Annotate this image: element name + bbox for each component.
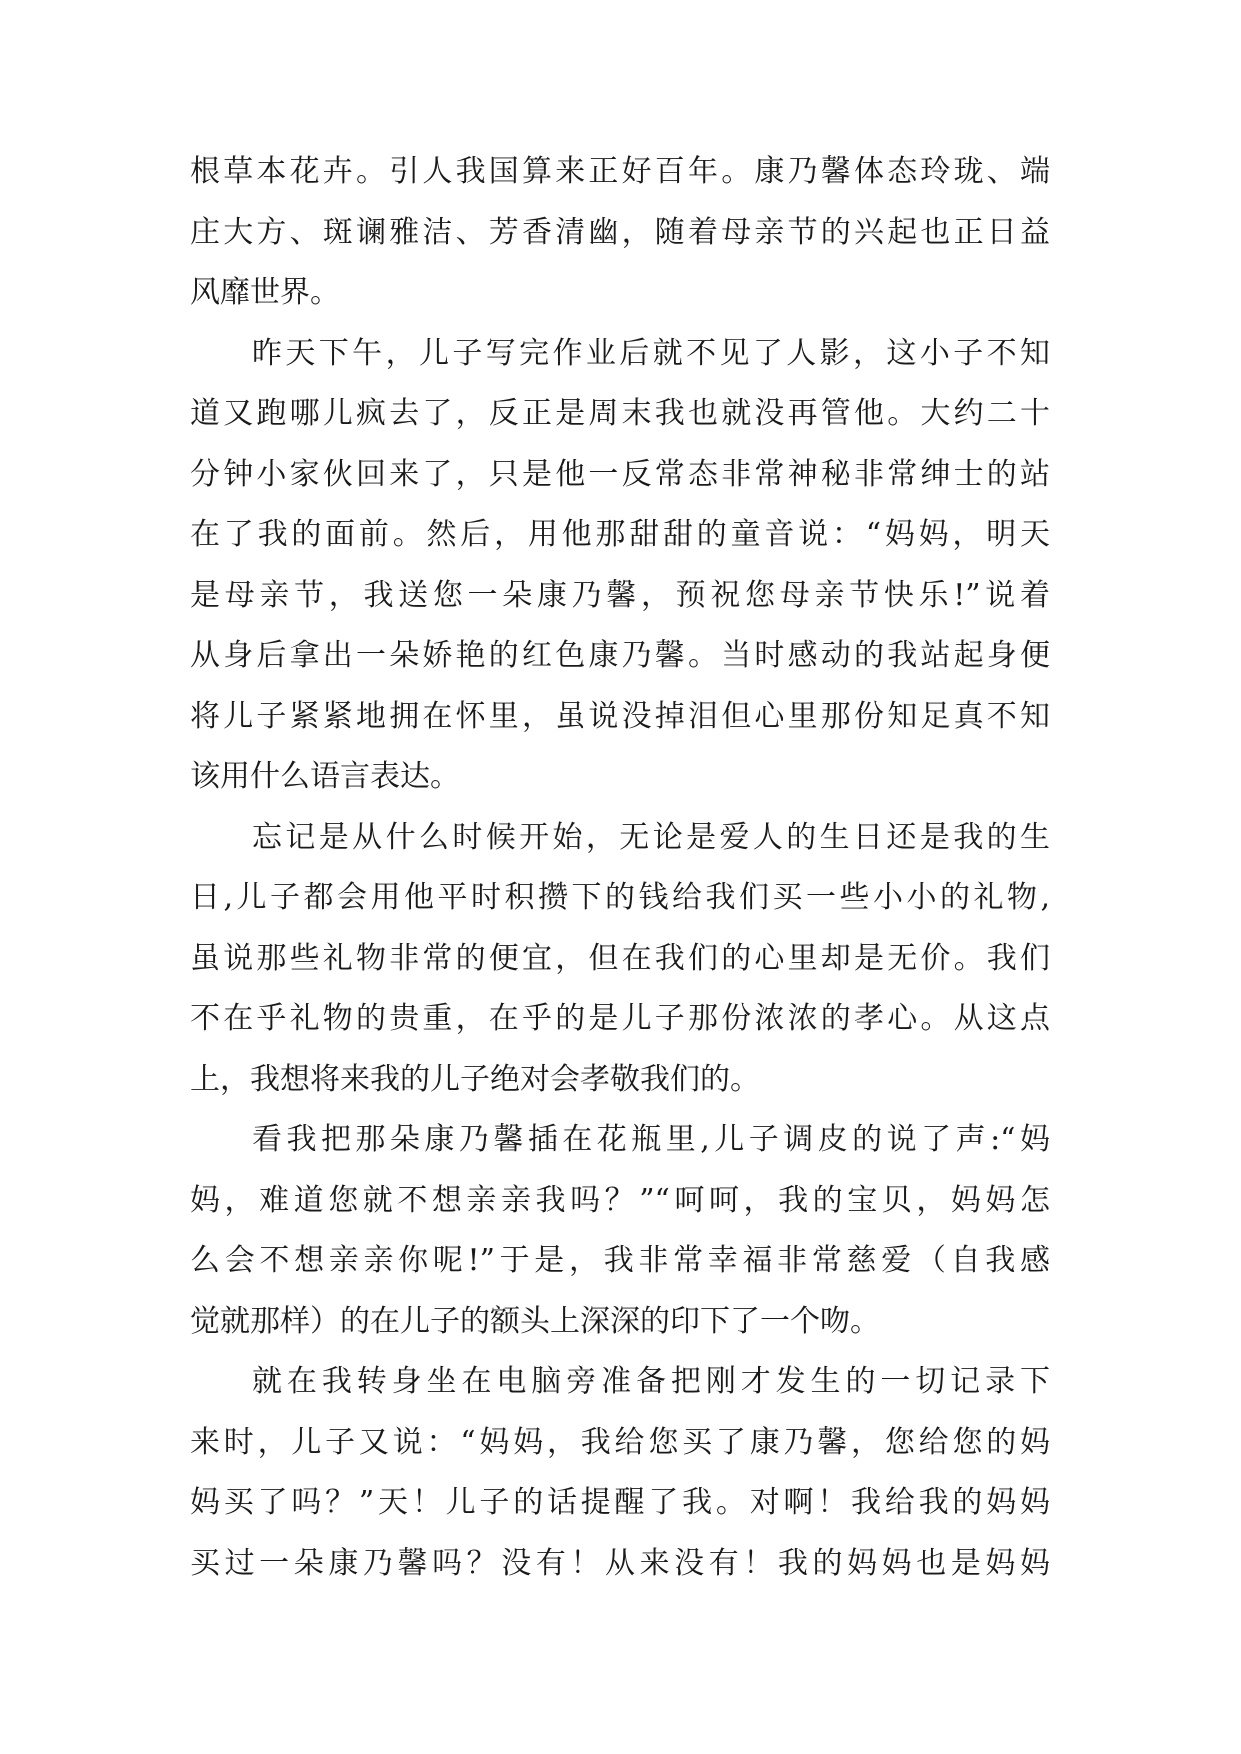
paragraph-5-line-1: 就在我转身坐在电脑旁准备把刚才发生的一切记录下 — [252, 1364, 1050, 1399]
paragraph-4-line-3: 么会不想亲亲你呢!”于是，我非常幸福非常慈爱（自我感 — [190, 1243, 1050, 1278]
paragraph-3-line-3: 虽说那些礼物非常的便宜，但在我们的心里却是无价。我们 — [190, 940, 1050, 976]
paragraph-4-line-4: 觉就那样）的在儿子的额头上深深的印下了一个吻。 — [190, 1303, 880, 1339]
paragraph-3-line-5: 上，我想将来我的儿子绝对会孝敬我们的。 — [190, 1061, 760, 1097]
paragraph-2-line-3: 分钟小家伙回来了，只是他一反常态非常神秘非常绅士的站 — [190, 456, 1050, 492]
paragraph-5-line-3: 妈买了吗？”天！儿子的话提醒了我。对啊！我给我的妈妈 — [190, 1485, 1050, 1520]
paragraph-1-line-3: 风靡世界。 — [190, 275, 340, 310]
paragraph-2-line-2: 道又跑哪儿疯去了，反正是周末我也就没再管他。大约二十 — [190, 396, 1050, 431]
paragraph-5-line-2: 来时，儿子又说：“妈妈，我给您买了康乃馨，您给您的妈 — [190, 1424, 1050, 1460]
paragraph-3-line-2: 日,儿子都会用他平时积攒下的钱给我们买一些小小的礼物, — [190, 880, 1050, 915]
paragraph-2-line-6: 从身后拿出一朵娇艳的红色康乃馨。当时感动的我站起身便 — [190, 638, 1050, 673]
paragraph-1-line-1: 根草本花卉。引人我国算来正好百年。康乃馨体态玲珑、端 — [190, 154, 1050, 189]
paragraph-4-line-2: 妈，难道您就不想亲亲我吗？”“呵呵，我的宝贝，妈妈怎 — [190, 1182, 1050, 1218]
paragraph-5-line-4: 买过一朵康乃馨吗？没有！从来没有！我的妈妈也是妈妈 — [190, 1545, 1050, 1581]
paragraph-2-line-1: 昨天下午，儿子写完作业后就不见了人影，这小子不知 — [252, 335, 1050, 371]
paragraph-4-line-1: 看我把那朵康乃馨插在花瓶里,儿子调皮的说了声:“妈 — [252, 1122, 1050, 1157]
paragraph-1-line-2: 庄大方、斑谰雅洁、芳香清幽，随着母亲节的兴起也正日益 — [190, 214, 1050, 250]
paragraph-3-line-4: 不在乎礼物的贵重，在乎的是儿子那份浓浓的孝心。从这点 — [190, 1001, 1050, 1036]
paragraph-2-line-4: 在了我的面前。然后，用他那甜甜的童音说：“妈妈，明天 — [190, 517, 1050, 552]
paragraph-2-line-7: 将儿子紧紧地拥在怀里，虽说没掉泪但心里那份知足真不知 — [190, 698, 1050, 734]
paragraph-2-line-5: 是母亲节，我送您一朵康乃馨，预祝您母亲节快乐!”说着 — [190, 577, 1050, 613]
paragraph-3-line-1: 忘记是从什么时候开始，无论是爱人的生日还是我的生 — [252, 819, 1050, 855]
paragraph-2-line-8: 该用什么语言表达。 — [190, 759, 460, 794]
document-body — [190, 142, 1050, 1594]
